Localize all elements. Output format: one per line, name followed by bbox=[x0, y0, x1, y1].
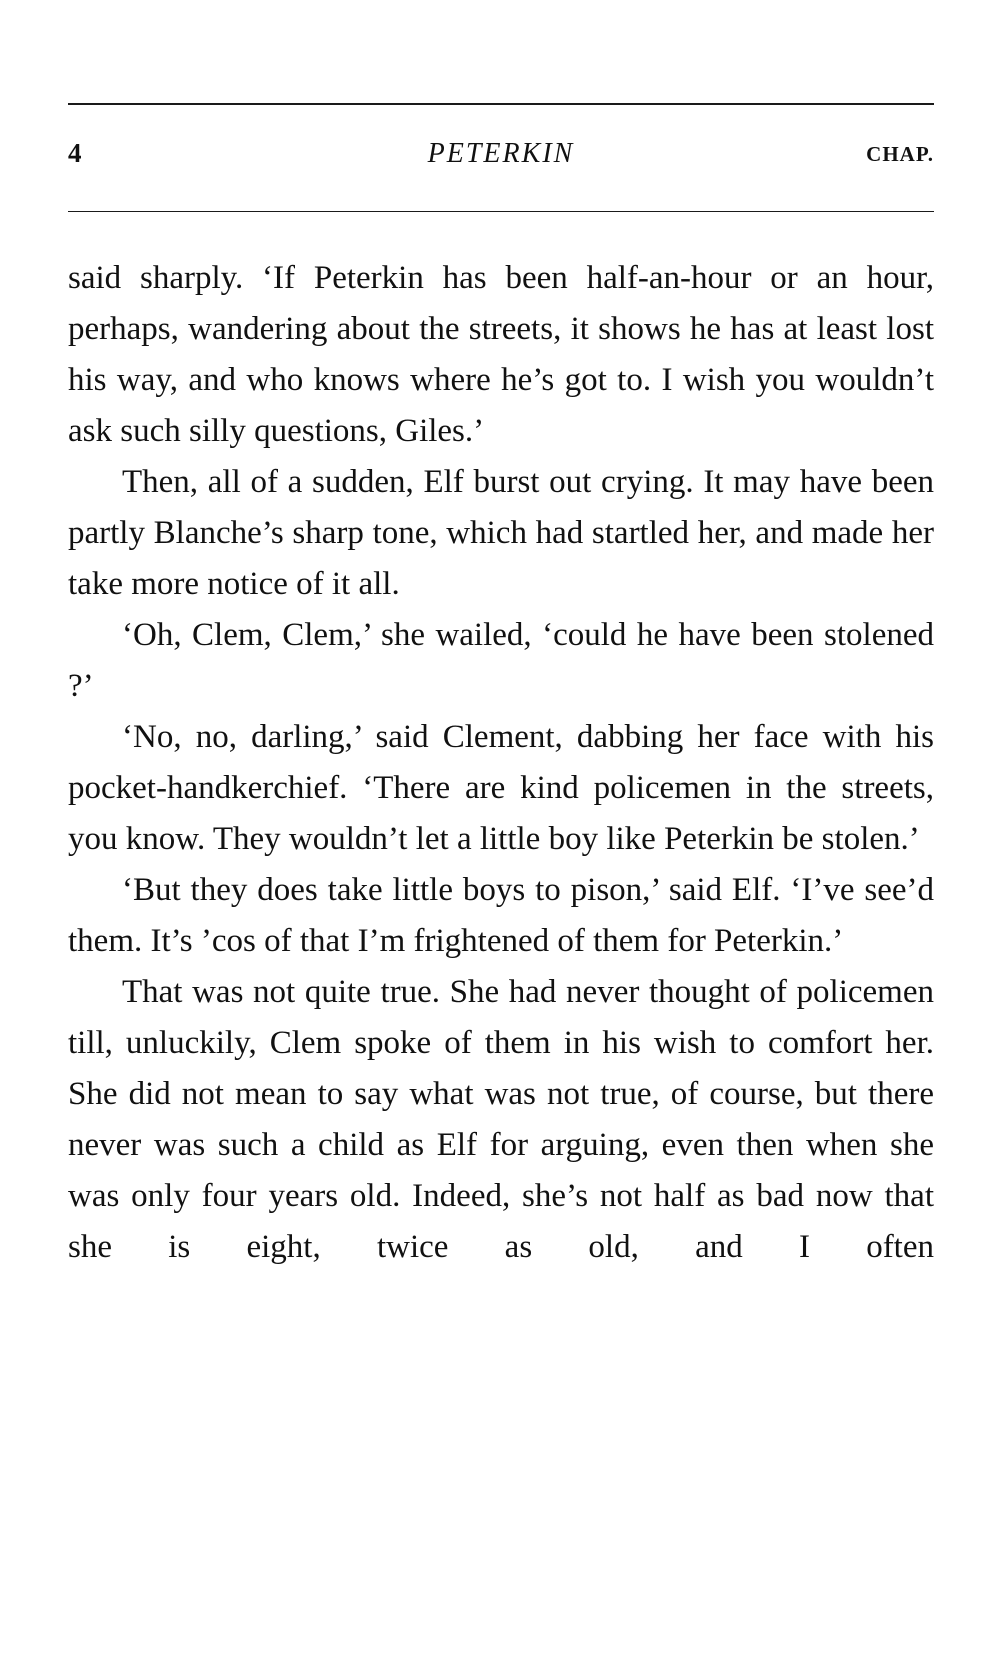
running-head bbox=[68, 138, 934, 178]
paragraph: Then, all of a sudden, Elf burst out crying. It may have been partly Blanche’s sharp tone, which had startled her, and made her take more notice of it all. bbox=[68, 464, 934, 602]
paragraph: ‘But they does take little boys to pison,’ said Elf. ‘I’ve see’d them. It’s ’cos of that I’m frightened of them for Peterkin.’ bbox=[68, 872, 934, 959]
running-title: PETERKIN bbox=[427, 138, 575, 169]
paragraph: That was not quite true. She had never thought of policemen till, unluckily, Clem spoke of them in his wish to comfort her. She did not mean to say what was not true, of course, but there never was such a child as Elf for arguing, even then when she was only four years old. Indeed, she’s not half as bad now that she is eight, twice as old, and I often bbox=[68, 974, 934, 1265]
header-bottom-rule bbox=[68, 211, 934, 212]
paragraph: ‘Oh, Clem, Clem,’ she wailed, ‘could he have been stolened ?’ bbox=[68, 617, 934, 704]
chapter-label: CHAP. bbox=[866, 142, 934, 166]
body-text bbox=[68, 253, 934, 1273]
paragraph: said sharply. ‘If Peterkin has been half-an-hour or an hour, perhaps, wandering about the streets, it shows he has at least lost his way, and who knows where he’s got to. I wish you wouldn’t ask such silly questions, Giles.’ bbox=[68, 260, 934, 449]
paragraph: ‘No, no, darling,’ said Clement, dabbing her face with his pocket-handkerchief. ‘There are kind policemen in the streets, you know. They wouldn’t let a little boy like Peterkin be stolen.’ bbox=[68, 719, 934, 857]
header-top-rule bbox=[68, 103, 934, 105]
page-number: 4 bbox=[68, 138, 82, 168]
